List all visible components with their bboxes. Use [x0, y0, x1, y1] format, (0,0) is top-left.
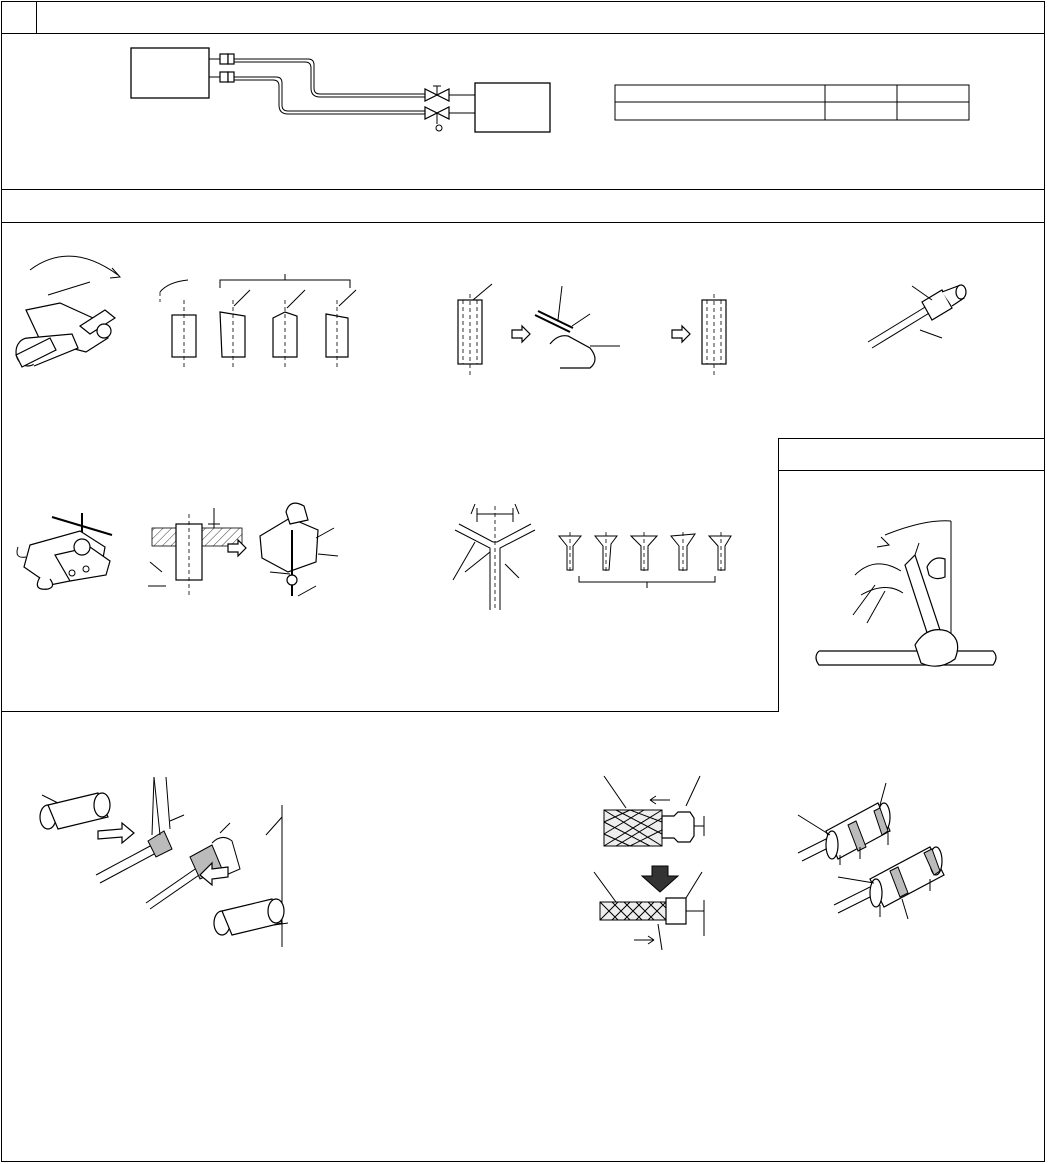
tape-wrap-illustration	[790, 775, 960, 930]
flare-section-illustration	[445, 500, 545, 610]
torque-box-left	[778, 438, 779, 712]
section-d-top-line	[1, 711, 779, 712]
torque-box-top	[778, 438, 1045, 439]
flare-results-illustration	[555, 530, 735, 590]
tube-cutter-illustration	[0, 230, 140, 380]
burr-removal-illustration	[450, 280, 740, 380]
cut-pipe-ends	[150, 270, 370, 370]
section-b-bottom-line	[1, 222, 1045, 223]
insulation-illustration	[30, 775, 300, 935]
flare-nut-illustration	[860, 280, 980, 360]
flaring-process-illustration	[140, 500, 360, 610]
spec-table	[0, 0, 1048, 190]
insulation-wrap-illustration	[590, 770, 720, 955]
torque-box-title-line	[778, 470, 1045, 471]
flaring-tool-illustration	[10, 505, 120, 595]
torque-wrench-illustration	[815, 515, 1005, 675]
